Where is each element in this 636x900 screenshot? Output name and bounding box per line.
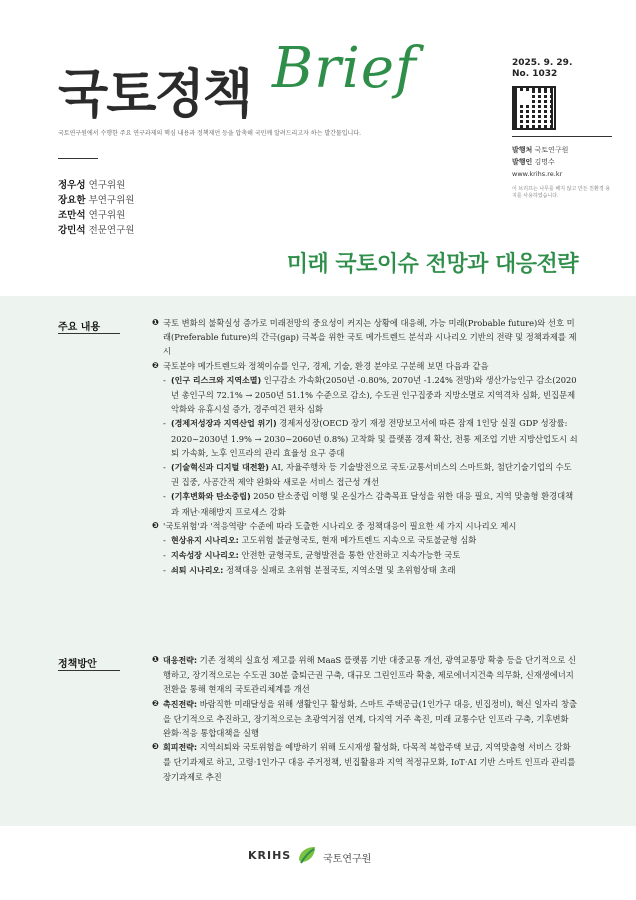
item-heading: (기후변화와 탄소중립) (171, 492, 251, 502)
eco-notice: 이 브리프는 나무를 베지 않고 만든 친환경 용지를 사용하였습니다. (512, 186, 611, 199)
author-list (58, 178, 134, 238)
divider (58, 158, 98, 159)
author-name: 강민석 (58, 225, 86, 236)
item-heading: (인구 리스크와 지역소멸) (171, 375, 262, 385)
publisher-info (512, 144, 568, 180)
list-item: - 쇠퇴 시나리오: 정책대응 실패로 초위험 분절국토, 지역소멸 및 초위험상태 초래 (163, 565, 456, 576)
item-text: 인구감소 가속화(2050년 -0.80%, 2070년 -1.24% 전망)와 생산가능인구 감소(2020년 총인구의 72.1% → 2050년 51.1% 수준으로 감소), 수도권 인구집중과 지방소멸로 지역격차 심화, 빈집문제 악화와 유휴시설 증가, 경주여건 편차 심화 (171, 374, 577, 415)
number-marker: ❷ (152, 698, 159, 708)
paragraph-text: 지역쇠퇴와 국토위험을 예방하기 위해 도시재생 활성화, 다목적 복합주택 보급, 지역맞춤형 서비스 강화를 단기과제로 하고, 고령·1인가구 대응 주거정책, 빈집활용과 지역 적정규모화, IoT·AI 기반 스마트 인프라 관리를 장기과제로 추진 (163, 742, 576, 782)
item-heading: 대응전략: (163, 656, 198, 665)
list-item: - (기후변화와 탄소중립) 2050 탄소중립 이행 및 온실가스 감축목표 달성을 위한 대응 필요, 지역 맞춤형 환경대책과 재난·재해방지 프로세스 강화 (163, 491, 574, 517)
number-marker: ❶ (152, 655, 159, 664)
item-text: 정책대응 실패로 초위험 분절국토, 지역소멸 및 초위험상태 초래 (223, 565, 456, 576)
issuer-label: 발행인 (512, 158, 533, 166)
logo-korean: 국토정책 (58, 65, 251, 125)
item-text: 경제저성장(OECD 장기 재정 전망보고서에 따른 잠재 1인당 실질 GDP 성장률: 2020~2030년 1.9% → 2030~2060년 0.8%) 고착화 및 플랫폼 경제 확산, 전통 제조업 기반 지방산업도시 쇠퇴 가속화, 노후 인프라의 관리 효율성 요구 증대 (171, 418, 578, 458)
item-heading: 촉진전략: (163, 699, 198, 709)
item-text: 고도위험 불균형국토, 현재 메가트렌드 지속으로 국토불균형 심화 (238, 535, 477, 546)
author-name: 정우성 (58, 180, 86, 191)
list-item: - (경제저성장과 지역산업 위기) 경제저성장(OECD 장기 재정 전망보고서에 따른 잠재 1인당 실질 GDP 성장률: 2020~2030년 1.9% → 2030~2060년 0.8%) 고착화 및 플랫폼 경제 확산, 전통 제조업 기반 지방산업도시 쇠퇴 가속화, 노후 인프라의 관리 효율성 요구 증대 (163, 418, 578, 458)
footer-logo: KRIHS (248, 849, 292, 862)
list-item: - (인구 리스크와 지역소멸) 인구감소 가속화(2050년 -0.80%, 2070년 -1.24% 전망)와 생산가능인구 감소(2020년 총인구의 72.1% → 2050년 51.1% 수준으로 감소), 수도권 인구집중과 지방소멸로 지역격차 심화, 빈집문제 악화와 유휴시설 증가, 경주여건 편차 심화 (163, 374, 577, 415)
number-marker: ❷ (152, 360, 159, 370)
publisher-label: 발행처 (512, 146, 533, 154)
policy-content (152, 653, 578, 784)
divider (512, 136, 612, 137)
author-name: 조만석 (58, 210, 86, 221)
summary-paragraph (152, 359, 578, 373)
footer-org-name: 국토연구원 (323, 854, 372, 865)
page-title: 미래 국토이슈 전망과 대응전략 (286, 252, 578, 277)
list-item: - 지속성장 시나리오: 안전한 균형국토, 균형발전을 통한 안전하고 지속가능한 국토 (163, 550, 461, 561)
author-item (58, 193, 134, 208)
tagline: 국토연구원에서 수행한 주요 연구과제의 핵심 내용과 정책제언 등을 압축해 국민께 알려드리고자 하는 발간물입니다. (58, 130, 362, 137)
item-heading: (경제저성장과 지역산업 위기) (171, 419, 277, 429)
summary-paragraph (152, 519, 578, 533)
policy-paragraph (152, 740, 578, 784)
policy-paragraph (152, 653, 578, 697)
issuer-name: 김명수 (534, 158, 555, 166)
number-marker: ❶ (152, 318, 159, 327)
issue-meta (512, 58, 612, 80)
item-text: AI, 자율주행차 등 기술발전으로 국토·교통서비스의 스마트화, 첨단기술기업의 수도권 집중, 사공간적 제약 완화와 새로운 서비스 접근성 개선 (171, 462, 572, 488)
paragraph-text: '국토위험'과 '적응역량' 수준에 따라 도출한 시나리오 중 정책대응이 필요한 세 가지 시나리오 제시 (163, 520, 517, 531)
author-role: 부연구위원 (88, 195, 135, 206)
author-name: 장요한 (58, 195, 86, 206)
author-item (58, 223, 134, 238)
paragraph-text: 바람직한 미래달성을 위해 생활인구 활성화, 스마트 주택공급(1인가구 대응, 빈집정비), 혁신 일자리 창출을 단기적으로 추진하고, 장기적으로는 초광역거점 연계, 다지역 거주 촉진, 미래 교통수단 인프라 구축, 기후변화 완화·적응 통합대책을 실행 (163, 698, 578, 739)
item-text: 안전한 균형국토, 균형발전을 통한 안전하고 지속가능한 국토 (238, 550, 461, 561)
summary-label: 주요 내용 (58, 318, 100, 333)
publisher-name: 국토연구원 (534, 146, 569, 154)
item-heading: 현상유지 시나리오: (171, 536, 239, 546)
number-marker: ❸ (152, 520, 159, 530)
header (0, 0, 636, 300)
footer (0, 826, 636, 900)
author-role: 전문연구원 (88, 225, 135, 236)
number-marker: ❸ (152, 742, 159, 752)
author-role: 연구위원 (88, 180, 126, 191)
summary-content (152, 316, 578, 579)
item-text: 2050 탄소중립 이행 및 온실가스 감축목표 달성을 위한 대응 필요, 지역 맞춤형 환경대책과 재난·재해방지 프로세스 강화 (171, 491, 574, 517)
issue-number: No. 1032 (512, 69, 558, 79)
author-role: 연구위원 (88, 210, 126, 221)
issue-date: 2025. 9. 29. (512, 58, 573, 68)
summary-paragraph (152, 316, 578, 359)
item-heading: (기술혁신과 디지털 대전환) (171, 463, 269, 473)
paragraph-text: 기존 정책의 실효성 제고를 위해 MaaS 플랫폼 기반 대중교통 개선, 광역교통망 확충 등을 단기적으로 신행하고, 장기적으로는 수도권 30분 출퇴근권 구축, 대규모 그린인프라 확충, 제로에너지건축 의무화, 신재생에너지 전환을 통해 현재의 국토관리체계를 개선 (163, 655, 576, 695)
policy-label: 정책방안 (58, 655, 97, 670)
list-item: - 현상유지 시나리오: 고도위험 불균형국토, 현재 메가트렌드 지속으로 국토불균형 심화 (163, 535, 477, 546)
author-item (58, 208, 134, 223)
paragraph-text: 국토 변화의 불확실성 증가로 미래전망의 중요성이 커지는 상황에 대응해, 가능 미래(Probable future)와 선호 미래(Preferable future)의 간극(gap) 극복을 위한 국토 메가트렌드 분석과 시나리오 기반의 전략 및 정책과제를 제시 (163, 318, 577, 357)
paragraph-text: 국토분야 메가트렌드와 정책이슈를 인구, 경제, 기술, 환경 분야로 구분해 보면 다음과 같음 (163, 360, 489, 371)
item-heading: 회피전략: (163, 743, 198, 753)
author-item (58, 178, 134, 193)
policy-paragraph (152, 697, 578, 741)
logo-english: Brief (272, 36, 417, 101)
list-item: - (기술혁신과 디지털 대전환) AI, 자율주행차 등 기술발전으로 국토·교통서비스의 스마트화, 첨단기술기업의 수도권 집중, 사공간적 제약 완화와 새로운 서비스 접근성 개선 (163, 462, 572, 488)
qr-code-icon[interactable] (512, 86, 556, 130)
website-link[interactable]: www.krihs.re.kr (512, 170, 563, 178)
item-heading: 지속성장 시나리오: (171, 551, 239, 561)
item-heading: 쇠퇴 시나리오: (171, 566, 224, 576)
krihs-leaf-icon (296, 844, 318, 866)
